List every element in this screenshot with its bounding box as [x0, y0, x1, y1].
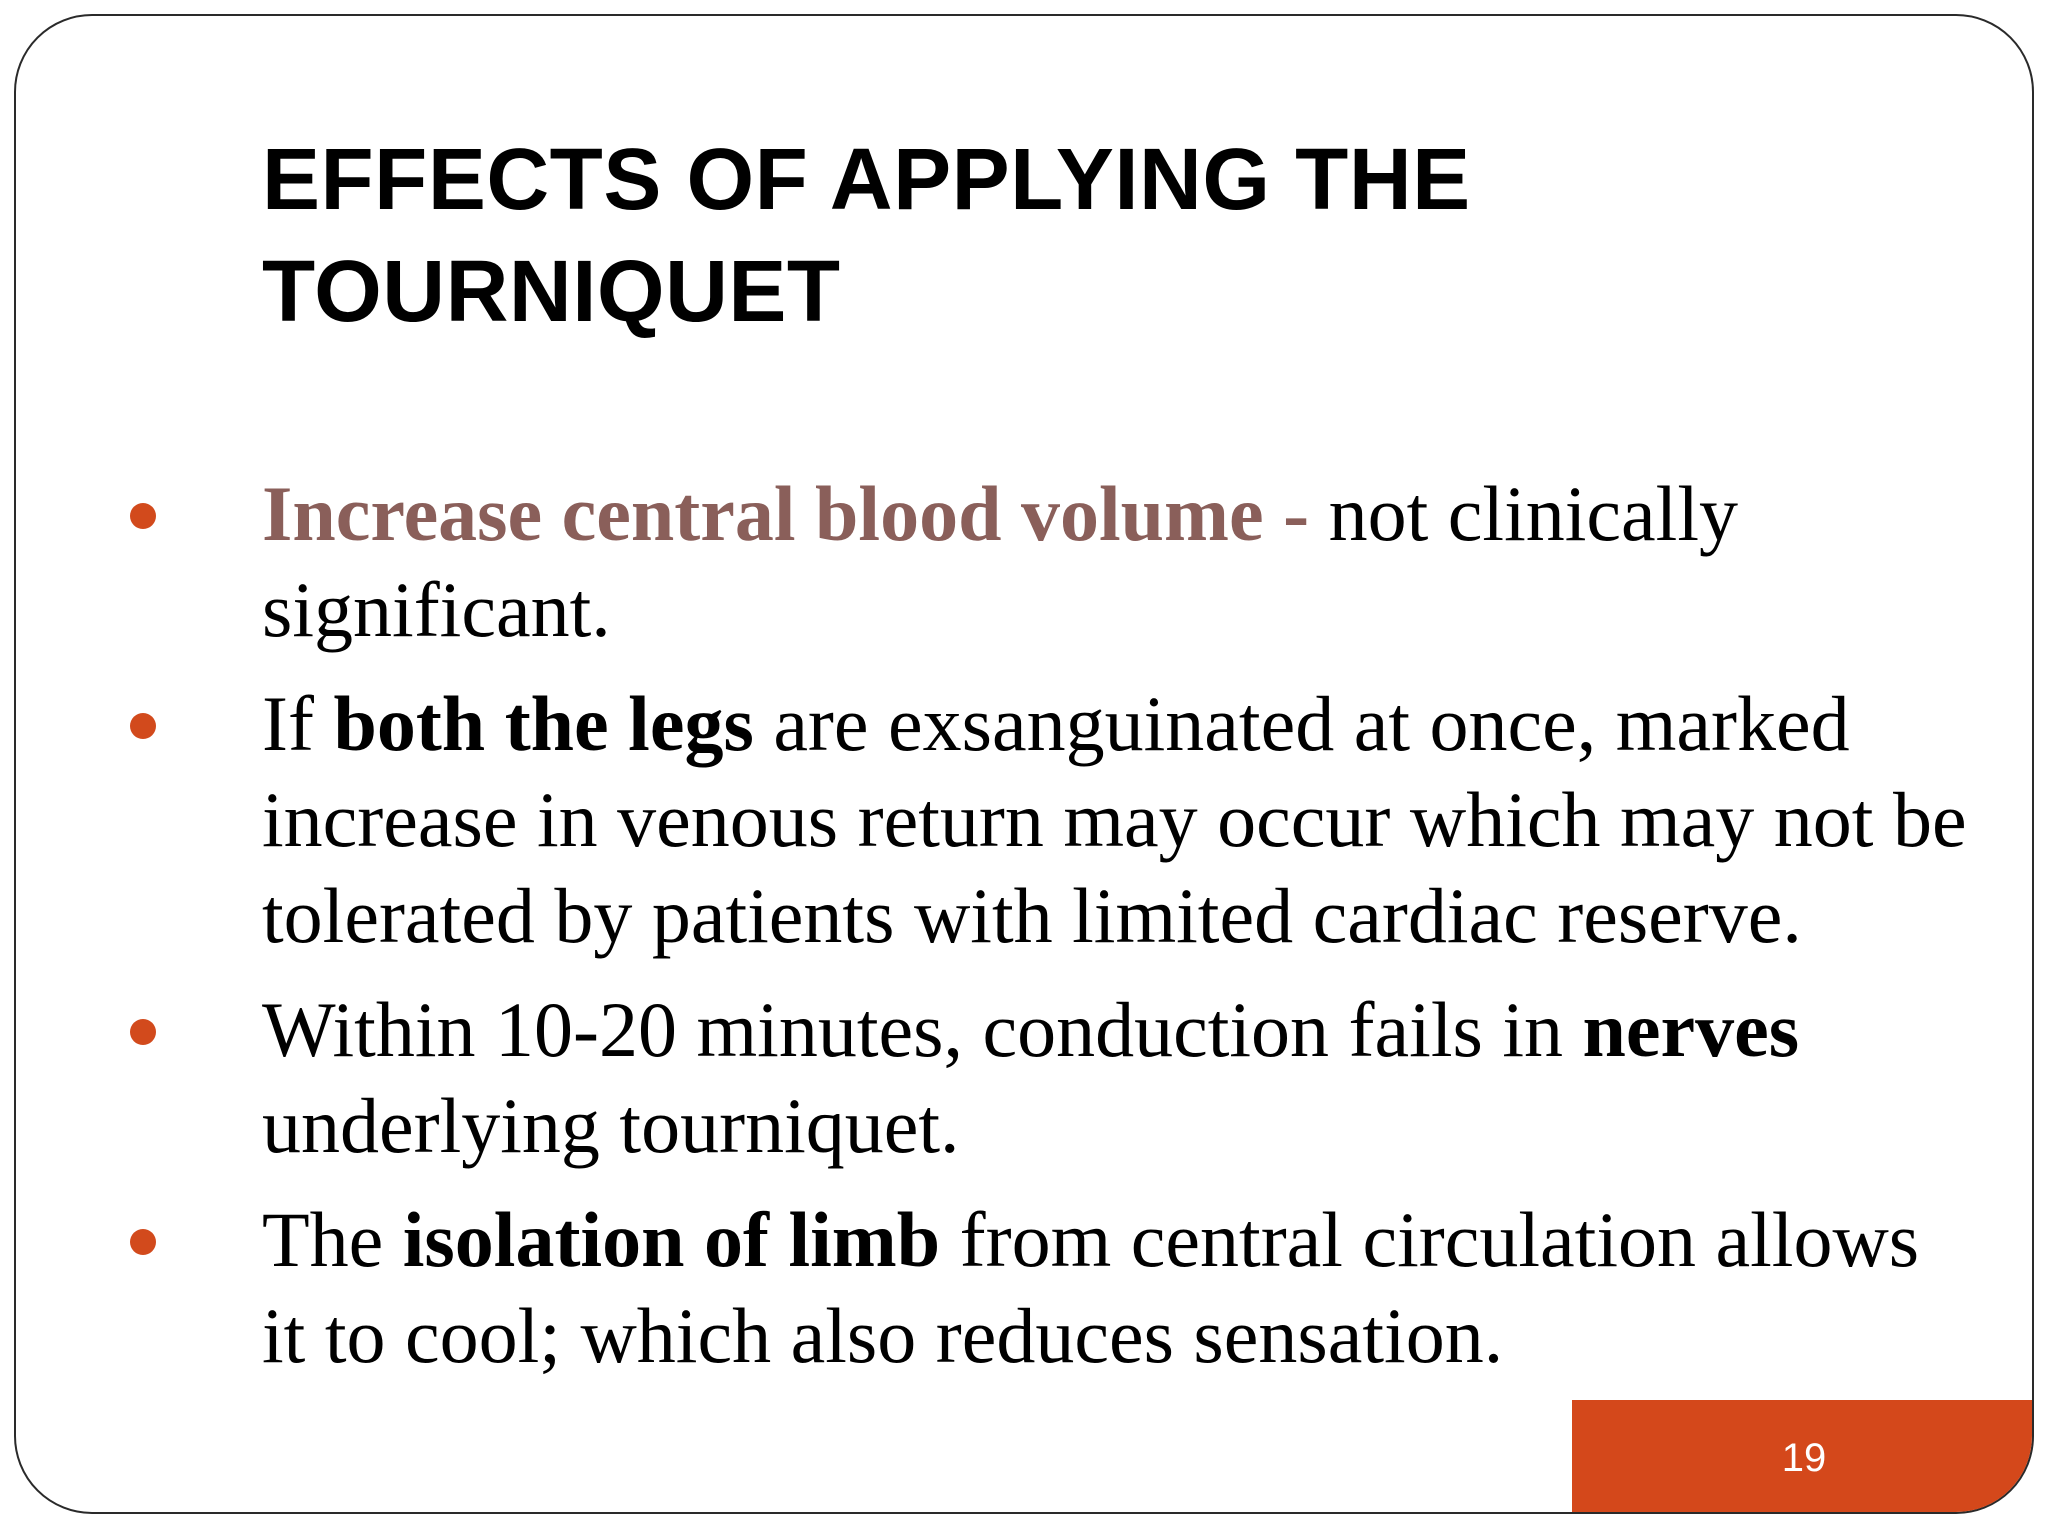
- bullet-dot-icon: [130, 503, 156, 529]
- bullet-bold: isolation of limb: [402, 1196, 941, 1283]
- bullet-text-post: from central circulation allows it to cool; which also reduces sensation.: [262, 1196, 1920, 1379]
- bullet-bold: nerves: [1582, 986, 1800, 1073]
- bullet-bold: both the legs: [333, 680, 754, 767]
- bullet-dot-icon: [130, 713, 156, 739]
- bullet-dot-icon: [130, 1019, 156, 1045]
- bullet-text-pre: The: [262, 1196, 403, 1283]
- bullet-text-post: are exsanguinated at once, marked increase in venous return may occur which may not be tolerated by patients with limited cardiac reserve.: [262, 680, 1967, 959]
- bullet-text-pre: Within 10-20 minutes, conduction fails in: [262, 986, 1583, 1073]
- bullet-item: [16, 676, 2034, 964]
- bullet-text-post: underlying tourniquet.: [262, 1082, 960, 1169]
- bullet-highlight: Increase central blood volume -: [262, 470, 1310, 557]
- bullet-list: [16, 466, 2034, 1402]
- bullet-item: [16, 466, 2034, 658]
- bullet-text-pre: If: [262, 680, 334, 767]
- bullet-item: [16, 982, 2034, 1174]
- page-number: 19: [1781, 1435, 1827, 1480]
- slide-title: EFFECTS OF APPLYING THE TOURNIQUET: [262, 131, 1471, 340]
- bullet-item: [16, 1192, 2034, 1384]
- slide: [14, 14, 2034, 1514]
- bullet-dot-icon: [130, 1229, 156, 1255]
- page-number-badge: [1572, 1400, 2034, 1514]
- bullet-text: not clinically significant.: [262, 470, 1738, 653]
